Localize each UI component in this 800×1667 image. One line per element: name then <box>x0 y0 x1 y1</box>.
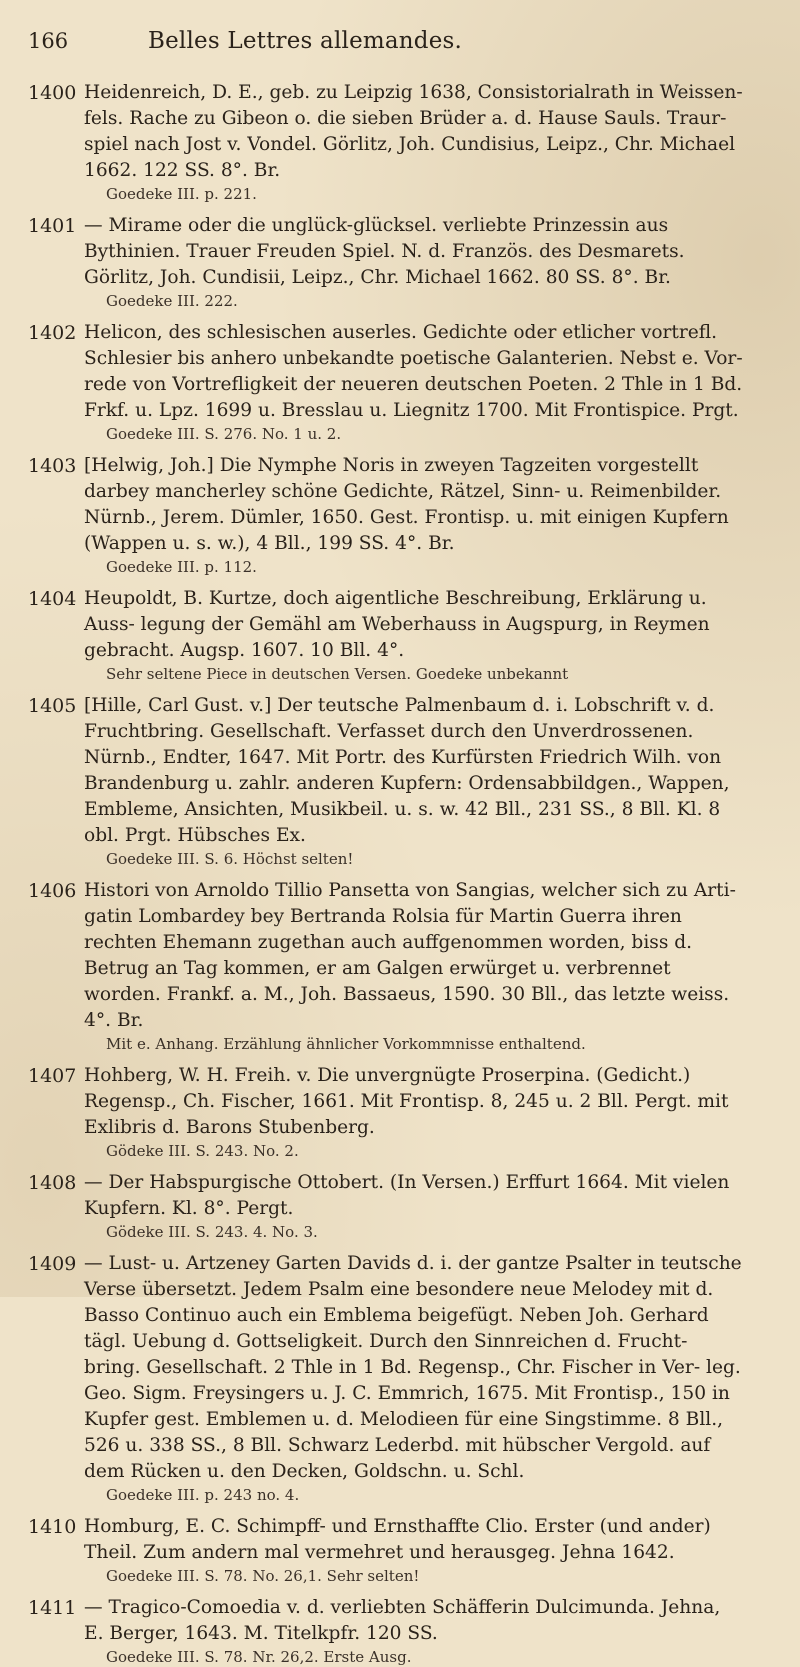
entry-number: 1407 <box>28 1065 77 1087</box>
entry-body <box>84 1063 744 1161</box>
entry-number: 1400 <box>28 82 77 104</box>
entry-text: — Mirame oder die unglück-glücksel. verliebte Prinzessin aus Bythinien. Trauer Freuden Spiel. N. d. Französ. des Desmarets. Görlitz, Joh. Cundisii, Leipz., Chr. Michael 1662. 80 SS. 8°. Br. <box>84 215 685 288</box>
entry-text: — Tragico-Comoedia v. d. verliebten Schäfferin Dulcimunda. Jehna, E. Berger, 1643. M. Titelkpfr. 120 SS. <box>84 1597 721 1644</box>
catalog-entry <box>28 586 744 684</box>
entry-note: Goedeke III. 222. <box>106 292 238 310</box>
catalog-entry <box>28 1170 744 1242</box>
entry-body <box>84 693 744 869</box>
entry-body <box>84 586 744 684</box>
entry-text: Heidenreich, D. E., geb. zu Leipzig 1638, Consistorialrath in Weissen- fels. Rache zu Gibeon o. die sieben Brüder a. d. Hause Sauls. Traur- spiel nach Jost v. Vondel. Görlitz, Joh. Cundisius, Leipz., Chr. Michael 1662. 122 SS. 8°. Br. <box>84 82 743 181</box>
entry-body <box>84 1251 744 1505</box>
entry-text: Hohberg, W. H. Freih. v. Die unvergnügte Proserpina. (Gedicht.) Regensp., Ch. Fischer, 1661. Mit Frontisp. 8, 245 u. 2 Bll. Pergt. mit Exlibris d. Barons Stubenberg. <box>84 1065 729 1138</box>
catalog-entry <box>28 1514 744 1586</box>
entry-text: Helicon, des schlesischen auserles. Gedichte oder etlicher vortrefl. Schlesier bis anhero unbekandte poetische Galanterien. Nebst e. Vor- rede von Vortrefligkeit der neueren deutschen Poeten. 2 Thle in 1 Bd. Frkf. u. Lpz. 1699 u. Bresslau u. Liegnitz 1700. Mit Frontispice. Prgt. <box>84 322 743 421</box>
entry-body <box>84 453 744 577</box>
entry-number: 1409 <box>28 1253 77 1275</box>
entry-body <box>84 213 744 311</box>
entry-text: [Hille, Carl Gust. v.] Der teutsche Palmenbaum d. i. Lobschrift v. d. Fruchtbring. Gesellschaft. Verfasset durch den Unverdrossenen. Nürnb., Endter, 1647. Mit Portr. des Kurfürsten Friedrich Wilh. von Brandenburg u. zahlr. anderen Kupfern: Ordensabbildgen., Wappen, Embleme, Ansichten, Musikbeil. u. s. w. 42 Bll., 231 SS., 8 Bll. Kl. 8 obl. Prgt. Hübsches Ex. <box>84 695 730 846</box>
catalog-entry <box>28 1063 744 1161</box>
entry-number: 1405 <box>28 695 77 717</box>
entry-note: Goedeke III. p. 221. <box>106 185 257 203</box>
catalog-entry <box>28 1251 744 1505</box>
catalog-entry <box>28 320 744 444</box>
entry-text: — Der Habspurgische Ottobert. (In Versen.) Erffurt 1664. Mit vielen Kupfern. Kl. 8°. Pergt. <box>84 1172 730 1219</box>
entry-text: — Lust- u. Artzeney Garten Davids d. i. der gantze Psalter in teutsche Verse übersetzt. Jedem Psalm eine besondere neue Melodey mit d. Basso Continuo auch ein Emblema beigefügt. Neben Joh. Gerhard tägl. Uebung d. Gottseligkeit. Durch den Sinnreichen d. Frucht- bring. Gesellschaft. 2 Thle in 1 Bd. Regensp., Chr. Fischer in Ver- leg. Geo. Sigm. Freysingers u. J. C. Emmrich, 1675. Mit Frontisp., 150 in Kupfer gest. Emblemen u. d. Melodieen für eine Singstimme. 8 Bll., 526 u. 338 SS., 8 Bll. Schwarz Lederbd. mit hübscher Vergold. auf dem Rücken u. den Decken, Goldschn. u. Schl. <box>84 1253 742 1482</box>
catalog-entry <box>28 453 744 577</box>
entry-number: 1406 <box>28 880 77 902</box>
entry-text: Heupoldt, B. Kurtze, doch aigentliche Beschreibung, Erklärung u. Auss- legung der Gemähl am Weberhauss in Augspurg, in Reymen gebracht. Augsp. 1607. 10 Bll. 4°. <box>84 588 710 661</box>
entry-note: Goedeke III. S. 276. No. 1 u. 2. <box>106 425 342 443</box>
entry-body <box>84 1514 744 1586</box>
entry-number: 1408 <box>28 1172 77 1194</box>
entry-note: Sehr seltene Piece in deutschen Versen. Goedeke unbekannt <box>106 665 569 683</box>
page-number: 166 <box>28 29 69 53</box>
entry-note: Goedeke III. p. 243 no. 4. <box>106 1486 300 1504</box>
entry-text: Homburg, E. C. Schimpff- und Ernsthaffte Clio. Erster (und ander) Theil. Zum andern mal vermehret und herausgeg. Jehna 1642. <box>84 1516 711 1563</box>
entry-number: 1404 <box>28 588 77 610</box>
entry-body <box>84 320 744 444</box>
catalog-entry <box>28 213 744 311</box>
entry-body <box>84 878 744 1054</box>
entry-note: Goedeke III. S. 78. No. 26,1. Sehr selten! <box>106 1567 420 1585</box>
entry-body <box>84 1595 744 1667</box>
entry-number: 1401 <box>28 215 77 237</box>
entry-note: Gödeke III. S. 243. No. 2. <box>106 1142 299 1160</box>
entry-number: 1402 <box>28 322 77 344</box>
entry-number: 1410 <box>28 1516 77 1538</box>
page-header <box>28 28 744 78</box>
entry-note: Mit e. Anhang. Erzählung ähnlicher Vorkommnisse enthaltend. <box>106 1035 586 1053</box>
running-title: Belles Lettres allemandes. <box>148 28 463 54</box>
catalog-entry <box>28 878 744 1054</box>
entry-note: Goedeke III. p. 112. <box>106 558 257 576</box>
entry-note: Goedeke III. S. 78. Nr. 26,2. Erste Ausg. <box>106 1648 412 1666</box>
entry-note: Gödeke III. S. 243. 4. No. 3. <box>106 1223 318 1241</box>
catalog-entry <box>28 1595 744 1667</box>
entry-text: [Helwig, Joh.] Die Nymphe Noris in zweyen Tagzeiten vorgestellt darbey mancherley schöne Gedichte, Rätzel, Sinn- u. Reimenbilder. Nürnb., Jerem. Dümler, 1650. Gest. Frontisp. u. mit einigen Kupfern (Wappen u. s. w.), 4 Bll., 199 SS. 4°. Br. <box>84 455 729 554</box>
catalog-entry <box>28 80 744 204</box>
entry-text: Histori von Arnoldo Tillio Pansetta von Sangias, welcher sich zu Arti- gatin Lombardey bey Bertranda Rolsia für Martin Guerra ihren rechten Ehemann zugethan auch auffgenommen worden, biss d. Betrug an Tag kommen, er am Galgen erwürget u. verbrennet worden. Frankf. a. M., Joh. Bassaeus, 1590. 30 Bll., das letzte weiss. 4°. Br. <box>84 880 736 1031</box>
entry-body <box>84 80 744 204</box>
entry-number: 1411 <box>28 1597 77 1619</box>
entry-body <box>84 1170 744 1242</box>
catalog-entry <box>28 693 744 869</box>
entry-note: Goedeke III. S. 6. Höchst selten! <box>106 850 354 868</box>
entry-number: 1403 <box>28 455 77 477</box>
